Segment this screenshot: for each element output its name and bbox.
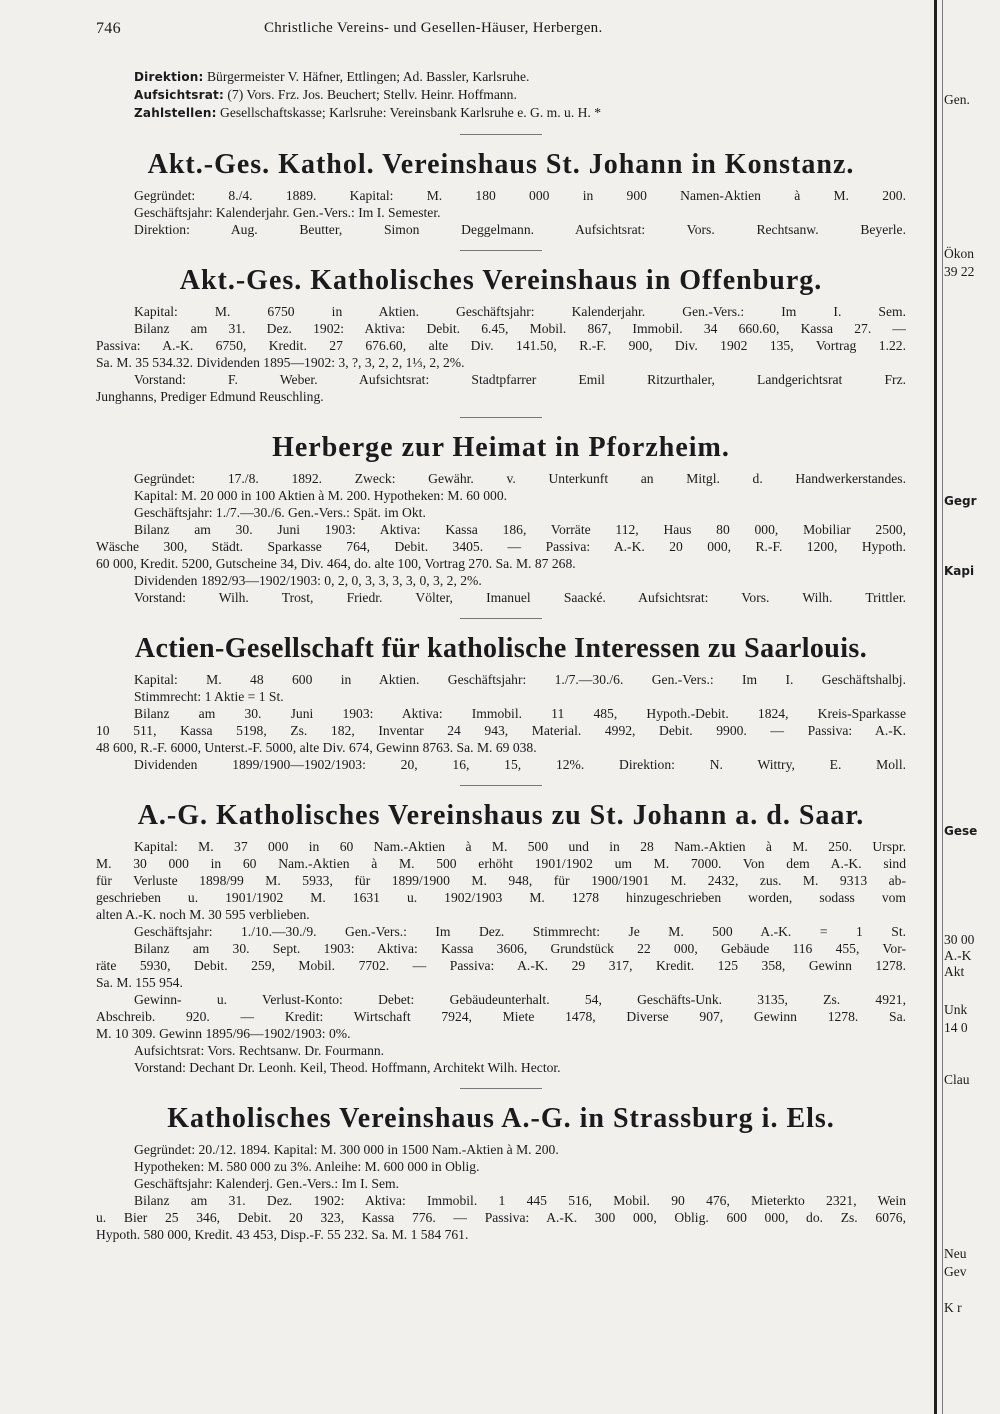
main-column [96,20,906,1243]
section-heading: Actien-Gesellschaft für katholische Interessen zu Saarlouis. [134,633,868,664]
intro-line: Aufsichtsrat: (7) Vors. Frz. Jos. Beuchert; Stellv. Heinr. Hoffmann. [134,87,517,102]
column-rule [934,0,937,1414]
side-fragment: Ökon [944,246,974,261]
section-divider [460,785,542,786]
body-line: Kapital: M. 48 600 in Aktien. Geschäftsjahr: 1./7.—30./6. Gen.-Vers.: Im I. Geschäftshalbj. [134,672,906,687]
section-divider [460,134,542,135]
side-fragment: Kapi [944,564,975,578]
body-line: Vorstand: Wilh. Trost, Friedr. Völter, Imanuel Saacké. Aufsichtsrat: Vors. Wilh. Trittler. [134,590,906,605]
body-line: Abschreib. 920. — Kredit: Wirtschaft 7924, Miete 1478, Diverse 907, Gewinn 1278. Sa. [96,1009,906,1024]
body-line: Vorstand: Dechant Dr. Leonh. Keil, Theod. Hoffmann, Architekt Wilh. Hector. [134,1060,561,1075]
intro-line: Zahlstellen: Gesellschaftskasse; Karlsruhe: Vereinsbank Karlsruhe e. G. m. u. H. * [134,105,602,120]
section-konstanz [96,149,906,238]
body-line: 60 000, Kredit. 5200, Gutscheine 34, Div. 464, do. alte 100, Vortrag 270. Sa. M. 87 268. [96,556,576,571]
section-pforzheim [96,432,906,606]
side-fragment: Clau [944,1072,970,1087]
running-head [96,20,906,50]
section-strassburg [96,1103,906,1243]
body-line: Hypotheken: M. 580 000 zu 3%. Anleihe: M. 600 000 in Oblig. [134,1159,480,1174]
section-heading: Akt.-Ges. Kathol. Vereinshaus St. Johann in Konstanz. [147,149,855,180]
section-st-johann-saar [96,800,906,1076]
side-fragment: Neu [944,1246,967,1261]
body-line: Gewinn- u. Verlust-Konto: Debet: Gebäudeunterhalt. 54, Geschäfts-Unk. 3135, Zs. 4921, [134,992,906,1007]
body-line: alten A.-K. noch M. 30 595 verblieben. [96,907,310,922]
body-line: Kapital: M. 20 000 in 100 Aktien à M. 200. Hypotheken: M. 60 000. [134,488,508,503]
section-divider [460,618,542,619]
body-line: Wäsche 300, Städt. Sparkasse 764, Debit. 3405. — Passiva: A.-K. 20 000, R.-F. 1200, Hypoth. [96,539,906,554]
body-line: Hypoth. 580 000, Kredit. 43 453, Disp.-F. 55 232. Sa. M. 1 584 761. [96,1227,469,1242]
body-line: Kapital: M. 6750 in Aktien. Geschäftsjahr: Kalenderjahr. Gen.-Vers.: Im I. Sem. [134,304,906,319]
body-line: Bilanz am 30. Juni 1903: Aktiva: Immobil. 11 485, Hypoth.-Debit. 1824, Kreis-Sparkasse [134,706,906,721]
body-line: Stimmrecht: 1 Aktie = 1 St. [134,689,284,704]
body-line: räte 5930, Debit. 259, Mobil. 7702. — Passiva: A.-K. 29 317, Kredit. 125 358, Gewinn 1278. [96,958,906,973]
side-fragment: Gegr [944,494,977,508]
body-line: Geschäftsjahr: 1./7.—30./6. Gen.-Vers.: Spät. im Okt. [134,505,426,520]
body-line: Sa. M. 35 534.32. Dividenden 1895—1902: 3, ?, 3, 2, 2, 1⅓, 2, 2%. [96,355,465,370]
section-heading: Herberge zur Heimat in Pforzheim. [272,432,730,463]
body-line: Passiva: A.-K. 6750, Kredit. 27 676.60, alte Div. 141.50, R.-F. 900, Div. 1902 135, Vortrag 1.22. [96,338,906,353]
adjacent-page-fragments [944,0,1000,1414]
side-fragment: Akt [944,964,965,979]
page-number: 746 [96,20,121,37]
side-fragment: Unk [944,1002,968,1017]
body-line: Kapital: M. 37 000 in 60 Nam.-Aktien à M. 500 und in 28 Nam.-Aktien à M. 250. Urspr. [134,839,906,854]
side-fragment: K r [944,1300,962,1315]
intro-line: Direktion: Bürgermeister V. Häfner, Ettlingen; Ad. Bassler, Karlsruhe. [134,69,530,84]
section-divider [460,417,542,418]
section-offenburg [96,265,906,405]
section-saarlouis [96,633,906,773]
body-line: Gegründet: 8./4. 1889. Kapital: M. 180 000 in 900 Namen-Aktien à M. 200. [134,188,906,203]
body-line: Bilanz am 31. Dez. 1902: Aktiva: Debit. 6.45, Mobil. 867, Immobil. 34 660.60, Kassa 27. — [134,321,906,336]
body-line: Sa. M. 155 954. [96,975,183,990]
body-line: Dividenden 1892/93—1902/1903: 0, 2, 0, 3, 3, 3, 3, 0, 3, 2, 2%. [134,573,482,588]
side-fragment: A.-K [944,948,972,963]
section-heading: Akt.-Ges. Katholisches Vereinshaus in Offenburg. [179,265,823,296]
body-line: Bilanz am 31. Dez. 1902: Aktiva: Immobil. 1 445 516, Mobil. 90 476, Mieterkto 2321, Wein [134,1193,906,1208]
section-heading: Katholisches Vereinshaus A.-G. in Strassburg i. Els. [167,1103,835,1134]
section-divider [460,1088,542,1089]
body-line: u. Bier 25 346, Debit. 20 323, Kassa 776. — Passiva: A.-K. 300 000, Oblig. 600 000, do. Zs. 6076, [96,1210,906,1225]
section-heading: A.-G. Katholisches Vereinshaus zu St. Johann a. d. Saar. [137,800,865,831]
body-line: M. 30 000 in 60 Nam.-Aktien à M. 500 erhöht 1901/1902 um M. 7000. Von dem A.-K. sind [96,856,906,871]
side-fragment: Gese [944,824,978,838]
section-divider [460,250,542,251]
body-line: Geschäftsjahr: Kalenderj. Gen.-Vers.: Im I. Sem. [134,1176,399,1191]
side-fragment: 39 22 [944,264,975,279]
body-line: Junghanns, Prediger Edmund Reuschling. [96,389,324,404]
body-line: Aufsichtsrat: Vors. Rechtsanw. Dr. Fourmann. [134,1043,385,1058]
side-fragment: 30 00 [944,932,975,947]
body-line: Gegründet: 20./12. 1894. Kapital: M. 300 000 in 1500 Nam.-Aktien à M. 200. [134,1142,559,1157]
body-line: M. 10 309. Gewinn 1895/96—1902/1903: 0%. [96,1026,351,1041]
body-line: Gegründet: 17./8. 1892. Zweck: Gewähr. v. Unterkunft an Mitgl. d. Handwerkerstandes. [134,471,906,486]
body-line: Vorstand: F. Weber. Aufsichtsrat: Stadtpfarrer Emil Ritzurthaler, Landgerichtsrat Frz. [134,372,906,387]
body-line: Dividenden 1899/1900—1902/1903: 20, 16, 15, 12%. Direktion: N. Wittry, E. Moll. [134,757,906,772]
body-line: geschrieben u. 1901/1902 M. 1631 u. 1902/1903 M. 1278 hinzugeschrieben worden, sodass vom [96,890,906,905]
side-fragment: Gev [944,1264,967,1279]
running-title: Christliche Vereins- und Gesellen-Häuser, Herbergen. [264,20,603,36]
body-line: Geschäftsjahr: 1./10.—30./9. Gen.-Vers.: Im Dez. Stimmrecht: Je M. 500 A.-K. = 1 St. [134,924,906,939]
body-line: für Verluste 1898/99 M. 5933, für 1899/1900 M. 948, für 1900/1901 M. 2432, zus. M. 9313 ab- [96,873,906,888]
side-fragment: 14 0 [944,1020,968,1035]
body-line: 48 600, R.-F. 6000, Unterst.-F. 5000, alte Div. 674, Gewinn 8763. Sa. M. 69 038. [96,740,537,755]
column-rule-thin [942,0,943,1414]
body-line: Bilanz am 30. Juni 1903: Aktiva: Kassa 186, Vorräte 112, Haus 80 000, Mobiliar 2500, [134,522,906,537]
side-fragment: Gen. [944,92,970,107]
body-line: Geschäftsjahr: Kalenderjahr. Gen.-Vers.: Im I. Semester. [134,205,441,220]
body-line: Bilanz am 30. Sept. 1903: Aktiva: Kassa 3606, Grundstück 22 000, Gebäude 116 455, Vor- [134,941,906,956]
intro-block [96,68,906,122]
body-line: Direktion: Aug. Beutter, Simon Deggelmann. Aufsichtsrat: Vors. Rechtsanw. Beyerle. [134,222,906,237]
body-line: 10 511, Kassa 5198, Zs. 182, Inventar 24 943, Material. 4992, Debit. 9900. — Passiva: A.-K. [96,723,906,738]
